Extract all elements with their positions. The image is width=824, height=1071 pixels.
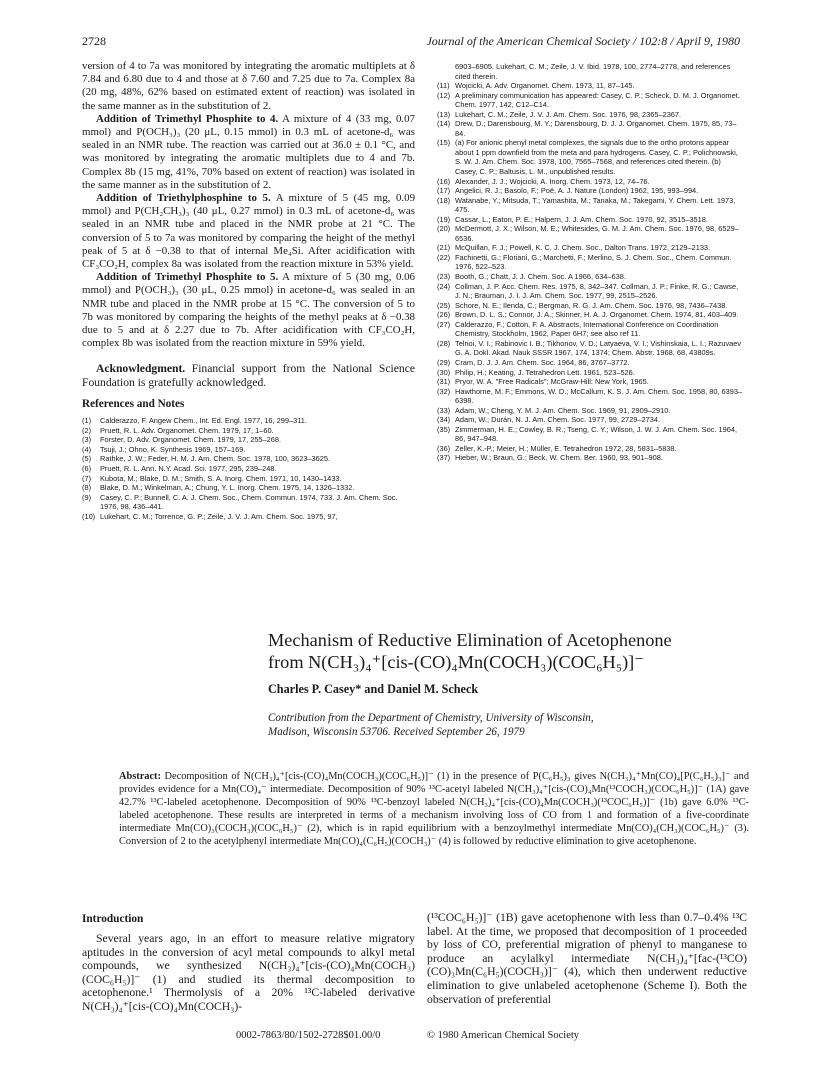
reference-number: (5)	[82, 454, 92, 464]
reference-text: Wojcicki, A. Adv. Organomet. Chem. 1973, 11, 87–145.	[455, 81, 635, 91]
journal-header: Journal of the American Chemical Society / 102:8 / April 9, 1980	[426, 34, 740, 48]
reference-item	[437, 377, 743, 387]
reference-item	[82, 416, 415, 426]
reference-number: (26)	[437, 310, 451, 320]
abstract-label: Abstract:	[119, 771, 161, 782]
reference-text: Pruett, R. L. Adv. Organomet. Chem. 1979, 17, 1–60.	[100, 425, 274, 435]
reference-number: (11)	[437, 81, 450, 91]
reference-item	[82, 512, 415, 522]
paragraph-lead: Addition of Trimethyl Phosphite to 4.	[96, 112, 279, 125]
reference-item	[437, 110, 743, 120]
paragraph-lead: Addition of Triethylphosphine to 5.	[96, 192, 271, 205]
reference-text: Alexander, J. J.; Wojcicki, A. Inorg. Chem. 1973, 12, 74–76.	[455, 176, 650, 186]
reference-number: (25)	[437, 300, 451, 310]
acknowledgment-lead: Acknowledgment.	[96, 362, 186, 376]
reference-number: (16)	[437, 176, 451, 186]
reference-number: (21)	[437, 243, 451, 253]
reference-item	[82, 435, 415, 445]
reference-text: Cassar, L.; Eaton, P. E.; Halpern, J. J. Am. Chem. Soc. 1970, 92, 3515–3518.	[455, 214, 708, 224]
introduction-heading: Introduction	[82, 913, 144, 925]
reference-text: Lukehart, C. M.; Zeile, J. V. J. Am. Chem. Soc. 1976, 98, 2365–2367.	[455, 109, 682, 119]
paragraph-text: version of 4 to 7a was monitored by integrating the aromatic multiplets at δ 7.84 and 6.80 due to 4 and those at δ 7.60 and 7.25 due to 7a. Complex 8a (20 mg, 48%, 62% based on estimated extent of reaction) was isolated in the same manner as in the substitution of 2.	[82, 60, 415, 112]
reference-item	[437, 406, 743, 416]
reference-number: (13)	[437, 109, 451, 119]
reference-number: (4)	[82, 444, 92, 454]
reference-number: (34)	[437, 415, 451, 425]
reference-item	[437, 282, 743, 301]
reference-item	[437, 196, 743, 215]
reference-number: (28)	[437, 338, 451, 348]
reference-number: (10)	[82, 511, 96, 521]
reference-item	[82, 483, 415, 493]
refs-heading: References and Notes	[82, 398, 185, 411]
reference-item	[82, 445, 415, 455]
reference-text: Cram, D. J. J. Am. Chem. Soc. 1964, 86, 3767–3772.	[455, 357, 630, 367]
affiliation	[268, 711, 748, 739]
reference-item	[437, 215, 743, 225]
paragraph-lead: Addition of Trimethyl Phosphite to 5.	[96, 271, 279, 284]
reference-item	[437, 119, 743, 138]
reference-item	[437, 224, 743, 243]
affiliation-line-1: Contribution from the Department of Chemistry, University of Wisconsin,	[268, 712, 594, 724]
reference-text: McDermott, J. X.; Wilson, M. E.; Whitesides, G. M. J. Am. Chem. Soc. 1976, 98, 6529–6536.	[455, 224, 739, 243]
reference-number: (14)	[437, 119, 451, 129]
reference-number: (30)	[437, 367, 451, 377]
reference-item	[437, 272, 743, 282]
reference-text: Casey, C. P.; Bunnell, C. A. J. Chem. Soc., Chem. Commun. 1974, 733. J. Am. Chem. Soc. 1976, 98, 436–441.	[100, 492, 398, 512]
reference-text: Pryor, W. A. "Free Radicals"; McGraw-Hill: New York, 1965.	[455, 377, 649, 387]
article-title	[268, 629, 748, 673]
reference-text: Drew, D.; Darensbourg, M. Y.; Darensbourg, D. J. J. Organomet. Chem. 1975, 85, 73–84.	[455, 119, 737, 138]
reference-item	[437, 358, 743, 368]
reference-item	[437, 339, 743, 358]
reference-item	[82, 426, 415, 436]
reference-number: (1)	[82, 416, 92, 426]
acknowledgment-text: Financial support from the National Science Foundation is gratefully acknowledged.	[82, 362, 415, 389]
reference-item	[437, 425, 743, 444]
reference-text: Pruett, R. L. Ann. N.Y. Acad. Sci. 1977, 295, 239–248.	[100, 464, 277, 474]
page-number: 2728	[82, 34, 106, 48]
acknowledgment	[82, 362, 415, 389]
reference-item	[437, 368, 743, 378]
reference-item	[82, 493, 415, 512]
reference-item	[437, 243, 743, 253]
reference-number: (32)	[437, 386, 451, 396]
reference-text: Tsuji, J.; Ohno, K. Synthesis 1969, 157–169.	[100, 444, 246, 454]
reference-number: (15)	[437, 138, 451, 148]
title-line-2: from N(CH₃)₄⁺[cis-(CO)₄Mn(COCH₃)(COC₆H₅)]⁻	[268, 652, 644, 672]
reference-number: (17)	[437, 186, 451, 196]
reference-number: (19)	[437, 214, 451, 224]
reference-item	[82, 464, 415, 474]
experimental-paragraph	[82, 192, 415, 271]
reference-item	[437, 62, 743, 81]
reference-item	[437, 320, 743, 339]
reference-number: (27)	[437, 319, 451, 329]
reference-number: (2)	[82, 425, 92, 435]
reference-number	[437, 62, 455, 81]
paragraph-text: A mixture of 5 (45 mg, 0.09 mmol) and P(CH₂CH₃)₃ (40 μL, 0.27 mmol) in 0.3 mL of acetone-d₆ was sealed in an NMR tube and placed in the NMR probe at 21 °C. The conversion of 5 to 7a was monitored by comparing the height of the methyl peak of 5 at δ −0.38 to that of internal Me₄Si. After acidification with CF₃CO₂H, complex 8a was isolated from the reaction mixture in 53% yield.	[82, 192, 416, 271]
reference-item	[437, 444, 743, 454]
footer-code: 0002-7863/80/1502-2728$01.00/0	[236, 1030, 381, 1041]
reference-number: (29)	[437, 357, 451, 367]
experimental-paragraphs	[82, 60, 415, 350]
reference-text: (a) For anionic phenyl metal complexes, the signals due to the ortho protons appear about 1 ppm downfield from the meta and para hydrogens. Casey, C. P.; Polichnowski, S. W. J. Am. Chem. Soc. 1978, 100, 7565–7568, and references cited therein. (b) Casey, C. P.; Baltusis, L. M., unpublished results.	[455, 138, 738, 177]
reference-text: Forster, D. Adv. Organomet. Chem. 1979, 17, 255–268.	[100, 435, 282, 445]
reference-text: Fachinetti, G.; Floriani, G.; Marchetti, F.; Merlino, S. J. Chem. Soc., Chem. Commun. 1976, 522–523.	[455, 252, 732, 272]
reference-number: (22)	[437, 252, 451, 262]
reference-number: (23)	[437, 272, 451, 282]
reference-item	[437, 253, 743, 272]
reference-item	[437, 387, 743, 406]
reference-item	[437, 91, 743, 110]
reference-number: (24)	[437, 281, 451, 291]
reference-text: Watanabe, Y.; Mitsuda, T.; Yamashita, M.; Tanaka, M.; Takegami, Y. Chem. Lett. 1973, 475.	[455, 195, 736, 215]
reference-text: Booth, G.; Chatt, J. J. Chem. Soc. A 1966, 634–638.	[455, 272, 626, 282]
reference-item	[437, 453, 743, 463]
reference-number: (33)	[437, 405, 451, 415]
reference-number: (3)	[82, 435, 92, 445]
reference-text: Rathke, J. W.; Feder, H. M. J. Am. Chem. Soc. 1978, 100, 3623–3625.	[100, 454, 331, 464]
reference-item	[82, 474, 415, 484]
experimental-paragraph	[82, 271, 415, 350]
paragraph-text: A mixture of 4 (33 mg, 0.07 mmol) and P(OCH₃)₃ (20 μL, 0.15 mmol) in 0.3 mL of acetone-d₆ was sealed in an NMR tube. The reaction was carried out at 36.0 ± 0.1 °C, and was monitored by integrating the aromatic multiplets due to 4 and 7b. Complex 8b (15 mg, 41%, 70% based on extent of reaction) was isolated in the same manner as in the substitution of 2.	[82, 112, 416, 191]
reference-item	[437, 301, 743, 311]
reference-text: Calderazzo, F. Angew Chem., Int. Ed. Engl. 1977, 16, 299–311.	[100, 416, 307, 426]
reference-text: Hawthorne, M. F.; Emmons, W. D.; McCallum, K. S. J. Am. Chem. Soc. 1958, 80, 6393–6398.	[455, 386, 743, 406]
reference-text: Blake, D. M.; Winkelman, A.; Chung, Y. L. Inorg. Chem. 1975, 14, 1326–1332.	[100, 483, 355, 493]
reference-number: (8)	[82, 483, 92, 493]
footer-copyright: © 1980 American Chemical Society	[427, 1030, 580, 1041]
reference-number: (12)	[437, 90, 451, 100]
reference-number: (20)	[437, 224, 451, 234]
introduction-left: Several years ago, in an effort to measure relative migratory aptitudes in the conversion of acyl metal compounds to alkyl metal compounds, we synthesized N(CH₃)₄⁺[cis-(CO)₄Mn(COCH₃)(COC₆H₅)]⁻ (1) and studied its thermal decomposition to acetophenone.¹ Thermolysis of a 20% ¹³C-labeled derivative N(CH₃)₄⁺[cis-(CO)₄Mn(COCH₃)-	[82, 932, 415, 1013]
reference-number: (37)	[437, 453, 451, 463]
reference-item	[437, 415, 743, 425]
reference-item	[437, 81, 743, 91]
reference-number: (31)	[437, 377, 451, 387]
references-right	[437, 62, 743, 463]
reference-text: Telnoi, V. I.; Rabinovic I. B.; Tikhonov, V. D.; Latyaeva, V. I.; Vishinskaia, L. I.; Razuvaev G. A. Dokl. Akad. Nauk SSSR 1967, 174, 1374; Chem. Abstr. 1968, 68, 43809s.	[455, 338, 742, 358]
abstract	[119, 771, 749, 848]
reference-number: (6)	[82, 464, 92, 474]
reference-text: McQuillan, F. J.; Powell, K. C. J. Chem. Soc., Dalton Trans. 1972, 2129–2133.	[455, 243, 711, 253]
experimental-paragraph	[82, 113, 415, 192]
experimental-paragraph	[82, 60, 415, 113]
authors: Charles P. Casey* and Daniel M. Scheck	[268, 682, 479, 696]
reference-number: (9)	[82, 492, 92, 502]
title-line-1: Mechanism of Reductive Elimination of Acetophenone	[268, 630, 672, 650]
reference-text: Zeller, K.-P.; Meier, H.; Müller, E. Tetrahedron 1972, 28, 5831–5838.	[455, 443, 677, 453]
reference-text: Brown, D. L. S.; Connor, J. A.; Skinner, H. A. J. Organomet. Chem. 1974, 81, 403–409.	[455, 310, 739, 320]
reference-item	[437, 310, 743, 320]
left-column	[82, 60, 415, 521]
abstract-text: Decomposition of N(CH₃)₄⁺[cis-(CO)₄Mn(COCH₃)(COC₆H₅)]⁻ (1) in the presence of P(C₆H₅)₃ gives N(CH₃)₄⁺Mn(CO)₄[P(C₆H₅)₃]⁻ and provides evidence for a Mn(CO)₄⁻ intermediate. Decomposition of 90% ¹³C-acetyl labeled N(CH₃)₄⁺[cis-(CO)₄Mn(¹³COCH₃)(COC₆H₅)]⁻ (1A) gave 42.7% ¹³C-labeled acetophenone. Decomposition of 90% ¹³C-benzoyl labeled N(CH₃)₄⁺[cis-(CO)₄Mn(COCH₃)(¹³COC₆H₅)]⁻ (1b) gave 6.0% ¹³C-labeled acetophenone. These results are interpreted in terms of a mechanism involving loss of CO from 1 and formation of a five-coordinate intermediate Mn(CO)₃(COCH₃)(COC₆H₅)⁻ (2), which is in rapid equilibrium with a benzoylmethyl intermediate Mn(CO)₄(CH₃)(COC₆H₅)⁻ (3). Conversion of 2 to the acetylphenyl intermediate Mn(CO)₄(C₆H₅)(COCH₃)⁻ (4) is followed by reductive elimination to give acetophenone.	[119, 771, 749, 847]
reference-item	[82, 454, 415, 464]
reference-text: Kubota, M.; Blake, D. M.; Smith, S. A. Inorg. Chem. 1971, 10, 1430–1433.	[100, 473, 342, 483]
reference-item	[437, 138, 743, 176]
reference-text: Adam, W.; Durán, N. J. Am. Chem. Soc. 1977, 99, 2729–2734.	[455, 415, 660, 425]
reference-number: (18)	[437, 195, 451, 205]
reference-text: Collman, J. P. Acc. Chem. Res. 1975, 8, 342–347. Collman, J. P.; Finke, R. G.; Cawse, J. N.; Brauman, J. I. J. Am. Chem. Soc. 1977, 99, 2515–2526.	[455, 281, 739, 301]
introduction-right: (¹³COC₆H₅)]⁻ (1B) gave acetophenone with less than 0.7–0.4% ¹³C label. At the time, we proposed that decomposition of 1 proceeded by loss of CO, preferential migration of phenyl to manganese to produce an acylalkyl intermediate N(CH₃)₄⁺[fac-(¹³CO)(CO)₃Mn(C₆H₅)(COCH₃)]⁻ (4), which then underwent reductive elimination to give unlabeled acetophenone (Scheme I). Both the observation of preferential	[427, 911, 747, 1006]
reference-text: Schore, N. E.; Ilenda, C.; Bergman, R. G. J. Am. Chem. Soc. 1976, 98, 7436–7438.	[455, 300, 728, 310]
reference-number: (36)	[437, 443, 451, 453]
reference-number: (35)	[437, 424, 451, 434]
reference-text: Calderazzo, F.; Cotton, F. A. Abstracts, International Conference on Coordination Chemistry, Stockholm, 1962, Paper 6H7; see also ref 11.	[455, 319, 719, 339]
reference-item	[437, 177, 743, 187]
paragraph-text: A mixture of 5 (30 mg, 0.06 mmol) and P(OCH₃)₃ (30 μL, 0.25 mmol) in acetone-d₆ was sealed in an NMR tube and placed in the NMR probe at 15 °C. The conversion of 5 to 7b was monitored by comparing the heights of the methyl peaks at δ −0.38 due to 5 and at δ 2.27 due to 7b. After acidification with CF₃CO₂H, complex 8b was isolated from the reaction mixture in 59% yield.	[82, 271, 416, 350]
reference-number: (7)	[82, 473, 92, 483]
reference-text: Zimmerman, H. E.; Cowley, B. R.; Tseng, C. Y.; Wilson, J. W. J. Am. Chem. Soc. 1964, 86, 947–948.	[455, 424, 738, 444]
reference-text: Angelici, R. J.; Basolo, F.; Poë, A. J. Nature (London) 1962, 195, 993–994.	[455, 186, 699, 196]
reference-text: Philip, H.; Keating, J. Tetrahedron Lett. 1961, 523–526.	[455, 367, 635, 377]
affiliation-line-2: Madison, Wisconsin 53706. Received September 26, 1979	[268, 726, 525, 738]
reference-text: A preliminary communication has appeared: Casey, C. P.; Scheck, D. M. J. Organomet. Chem. 1977, 142, C12–C14.	[455, 90, 740, 110]
reference-text: Adam, W.; Cheng, Y. M. J. Am. Chem. Soc. 1969, 91, 2909–2910.	[455, 405, 671, 415]
references-left	[82, 416, 415, 521]
reference-text: 6903–6905. Lukehart, C. M.; Zeile, J. V. Ibid. 1978, 100, 2774–2778, and references cited therein.	[455, 62, 731, 81]
reference-item	[437, 186, 743, 196]
reference-text: Hieber, W.; Braun, G.; Beck, W. Chem. Ber. 1960, 93, 901–908.	[455, 453, 663, 463]
reference-text: Lukehart, C. M.; Torrence, G. P.; Zeile, J. V. J. Am. Chem. Soc. 1975, 97,	[100, 511, 338, 521]
